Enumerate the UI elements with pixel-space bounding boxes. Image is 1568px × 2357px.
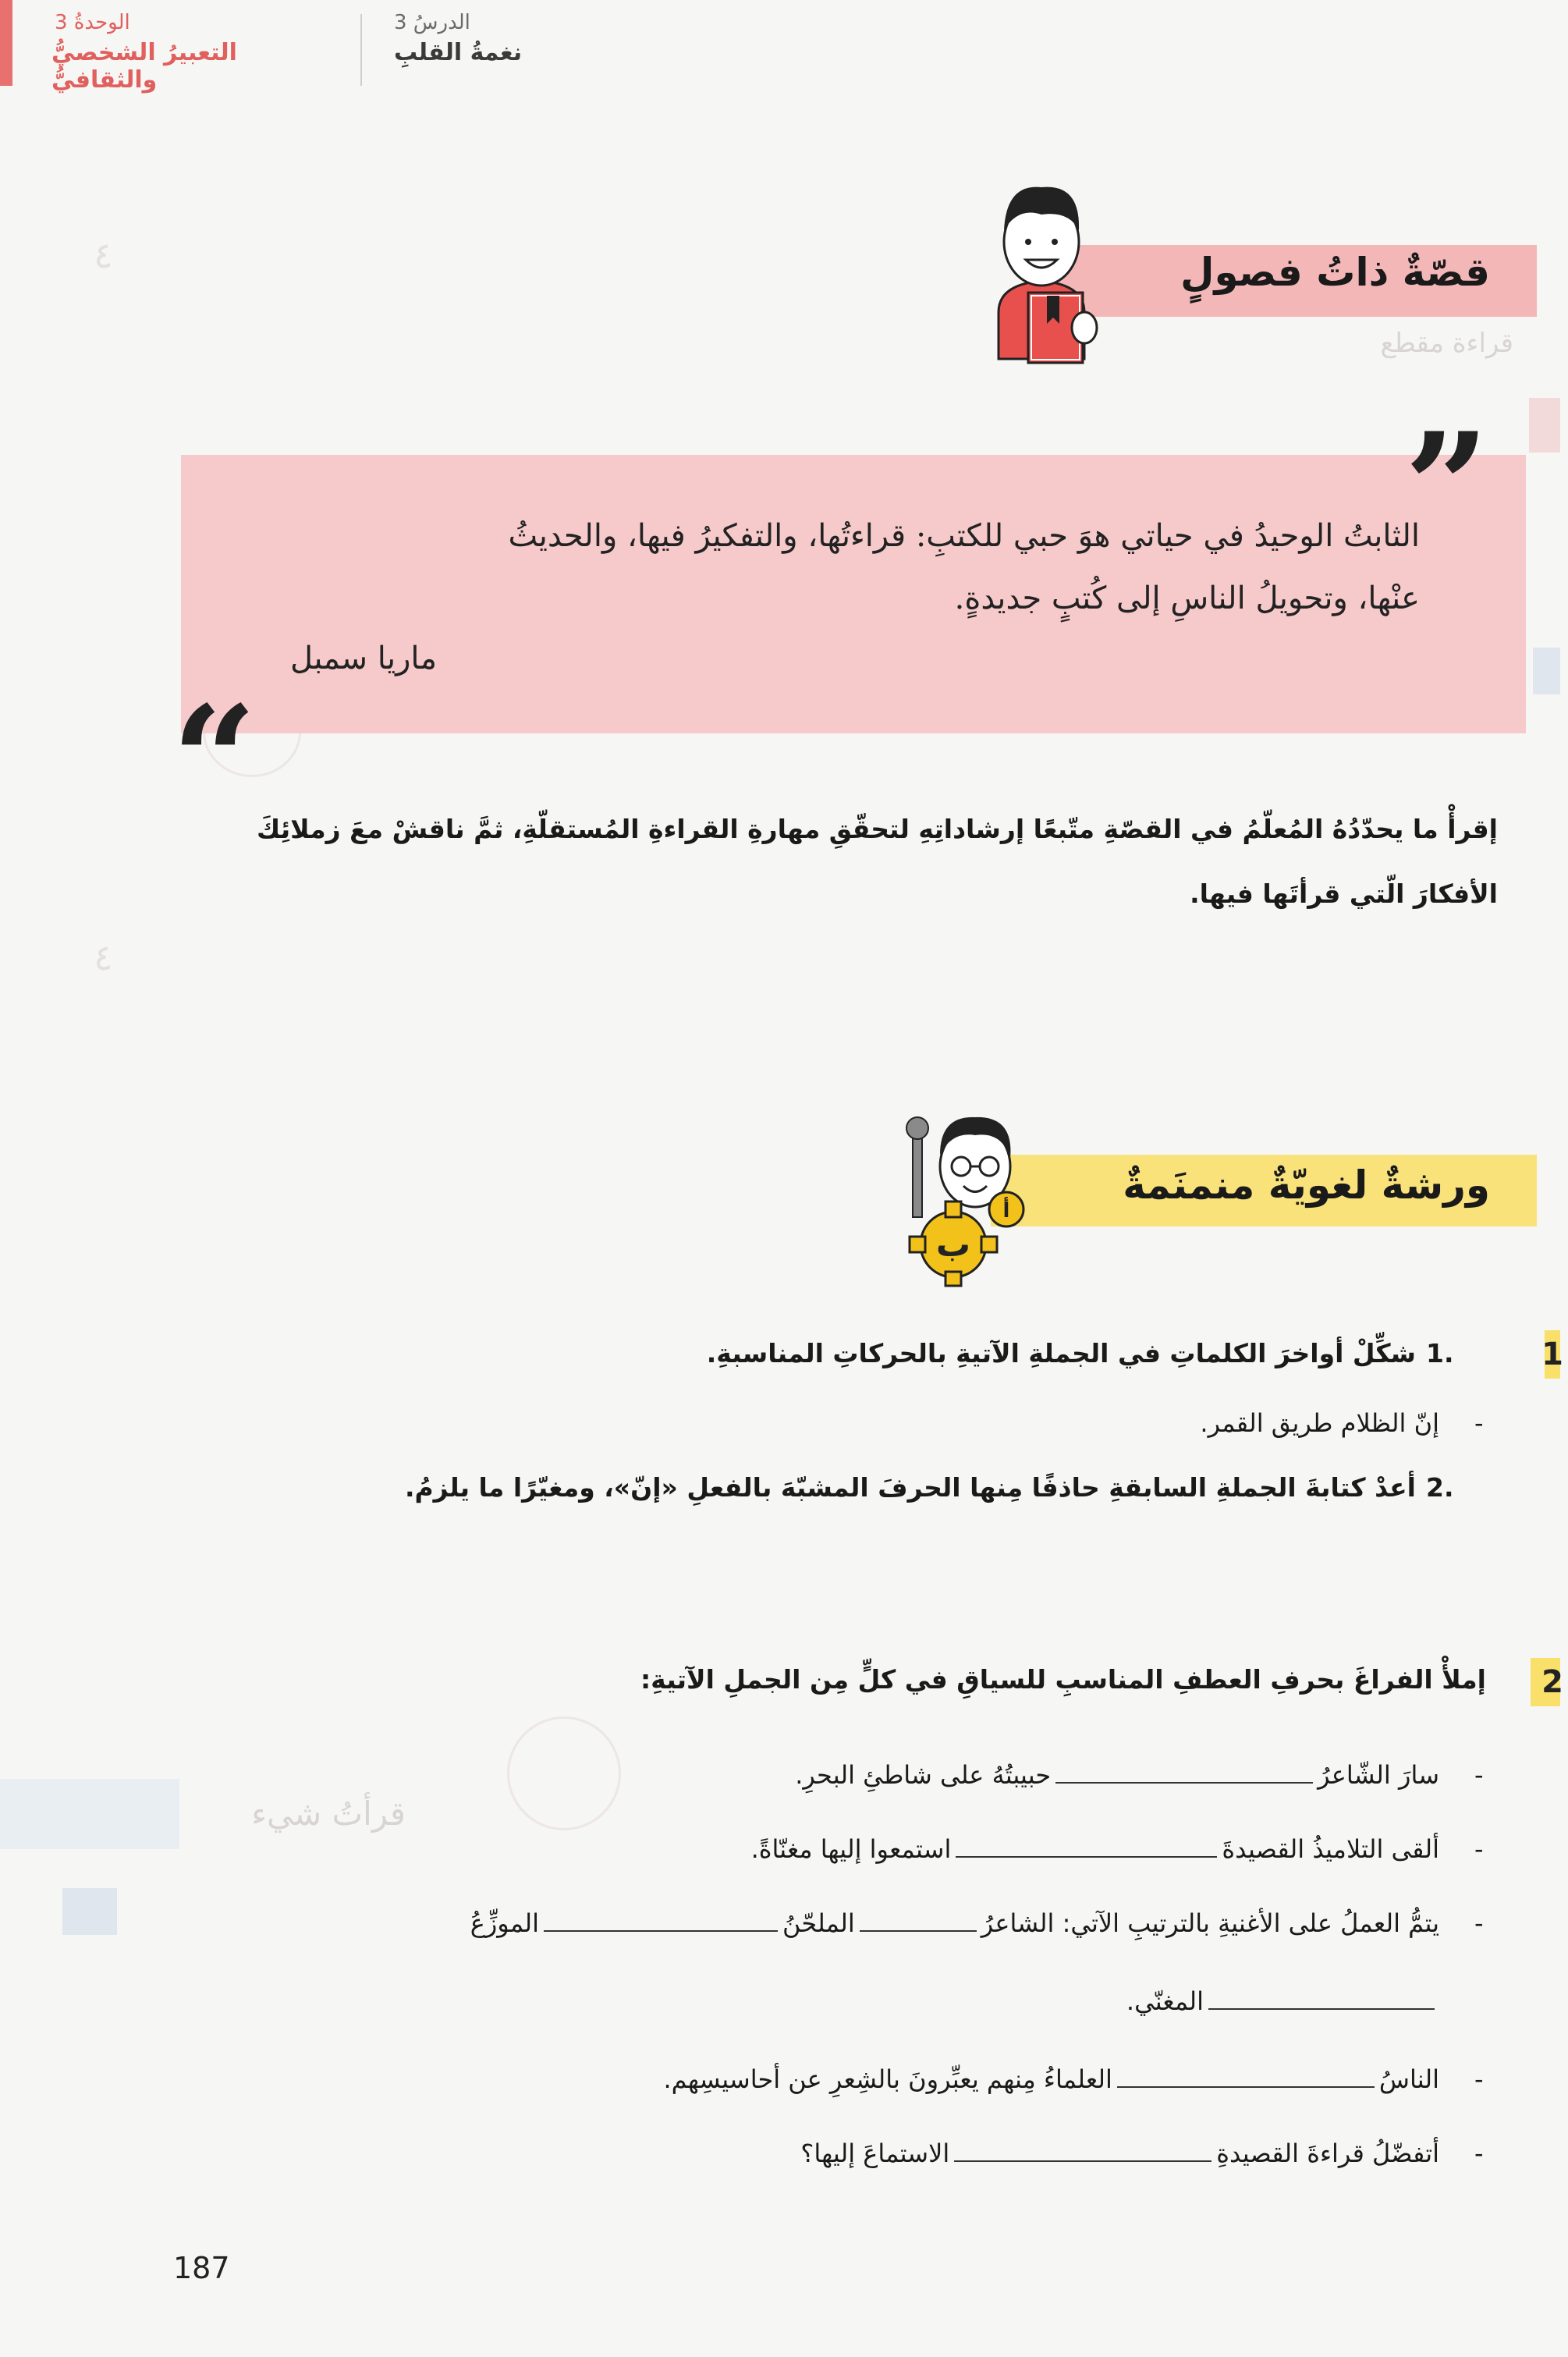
fill-item-4-a: الناسُ — [1378, 2064, 1439, 2094]
boy-with-book-icon — [975, 168, 1108, 359]
reading-instruction-line-1: إقرأْ ما يحدّدُهُ المُعلّمُ في القصّةِ متّبعًا إرشاداتِهِ لتحقّقِ مهارةِ القراءةِ المُستقلّةِ، ثمَّ ناقشْ معَ زملائِكَ — [257, 814, 1498, 844]
q2-text: أعدْ كتابةَ الجملةِ السابقةِ حاذفًا مِنها الحرفَ المشبّهَ بالفعلِ «إنّ»، ومغيّرًا ما يلزمُ. — [404, 1472, 1416, 1503]
fill-item-1-b: حبيبتُهُ على شاطئِ البحرِ. — [795, 1760, 1052, 1790]
unit-label: الوحدةُ 3 — [55, 11, 130, 34]
exercise-1-number: 1 — [1541, 1336, 1563, 1372]
dash: - — [1474, 1908, 1484, 1938]
workshop-title: ورشةٌ لغويّةٌ منمنَمةٌ — [1123, 1163, 1490, 1208]
fill-item-5 — [702, 2139, 1439, 2168]
dash: - — [1474, 1834, 1484, 1864]
fill-item-1-a: سارَ الشّاعرُ — [1318, 1760, 1439, 1790]
dash: - — [1474, 1760, 1484, 1790]
fill-item-4 — [484, 2064, 1439, 2094]
gear-letter: ب — [935, 1225, 971, 1265]
fill-blank[interactable] — [860, 1929, 977, 1932]
fill-item-3 — [195, 1908, 1439, 1938]
gear-letter: أ — [1002, 1199, 1010, 1223]
ghost-background: ٤ ٤ قراءة مقطع قرأتُ شيء — [0, 0, 1560, 2357]
ghost-text: قرأتُ شيء — [251, 1794, 406, 1833]
q2-number: 2. — [1426, 1472, 1454, 1503]
lesson-title: نغمةُ القلبِ — [394, 39, 523, 66]
q1-number: 1. — [1426, 1338, 1454, 1368]
q1-sentence: إنّ الظلام طريق القمر. — [1200, 1408, 1439, 1438]
dash: - — [1474, 1408, 1484, 1438]
fill-item-3-b: الملحّنُ — [782, 1908, 855, 1938]
fill-blank[interactable] — [954, 2160, 1211, 2162]
fill-item-4-b: العلماءُ مِنهم يعبِّرونَ بالشِعرِ عن أحاسيسِهم. — [663, 2064, 1112, 2094]
fill-blank[interactable] — [956, 1855, 1217, 1858]
quote-line-1: الثابتُ الوحيدُ في حياتي هوَ حبي للكتبِ: قراءتُها، والتفكيرُ فيها، والحديثُ — [508, 518, 1420, 554]
fill-item-1 — [702, 1760, 1439, 1790]
close-quote-mark: “ — [172, 673, 257, 847]
q1-text: شكِّلْ أواخرَ الكلماتِ في الجملةِ الآتيةِ بالحركاتِ المناسبةِ. — [706, 1338, 1416, 1368]
fill-item-2-b: استمعوا إليها مغنّاةً. — [750, 1834, 952, 1864]
open-quote-mark: ” — [1404, 400, 1490, 574]
exercise-2-number: 2 — [1541, 1664, 1563, 1700]
fill-blank[interactable] — [1055, 1781, 1313, 1784]
fill-item-3-a: يتمُّ العملُ على الأغنيةِ بالترتيبِ الآتي: الشاعرُ — [981, 1908, 1439, 1938]
boy-with-wrench-gear-icon — [897, 1100, 1038, 1287]
dash: - — [1474, 2064, 1484, 2094]
fill-item-2 — [640, 1834, 1439, 1864]
lesson-label: الدرسُ 3 — [394, 11, 470, 34]
exercise-2-instruction: إملأْ الفراغَ بحرفِ العطفِ المناسبِ للسياقِ في كلٍّ مِن الجملِ الآتيةِ: — [640, 1664, 1486, 1695]
quote-author: ماريا سمبل — [290, 641, 437, 676]
fill-blank[interactable] — [1208, 2007, 1435, 2010]
quote-line-2: عنْها، وتحويلُ الناسِ إلى كُتبٍ جديدةٍ. — [954, 580, 1420, 616]
fill-item-2-a: ألقى التلاميذُ القصيدةَ — [1222, 1834, 1439, 1864]
fill-item-5-b: الاستماعَ إليها؟ — [800, 2139, 950, 2168]
dash: - — [1474, 2139, 1484, 2168]
ghost-text: قراءة مقطع — [1380, 328, 1513, 359]
fill-item-3-line-2 — [858, 1986, 1439, 2016]
fill-item-3-c: الموزِّعُ — [470, 1908, 539, 1938]
reading-instruction-line-2: الأفكارَ الّتي قرأتَها فيها. — [1190, 879, 1498, 909]
story-title: قصّةٌ ذاتُ فصولٍ — [1180, 250, 1490, 295]
fill-blank[interactable] — [1117, 2085, 1375, 2088]
fill-blank[interactable] — [544, 1929, 778, 1932]
fill-item-3-d: المغنّي. — [1126, 1986, 1204, 2016]
fill-item-5-a: أتفضّلُ قراءةَ القصيدةِ — [1216, 2139, 1439, 2168]
page-number: 187 — [173, 2251, 230, 2285]
unit-title: التعبيرُ الشخصيُّ والثقافيُّ — [51, 39, 237, 94]
